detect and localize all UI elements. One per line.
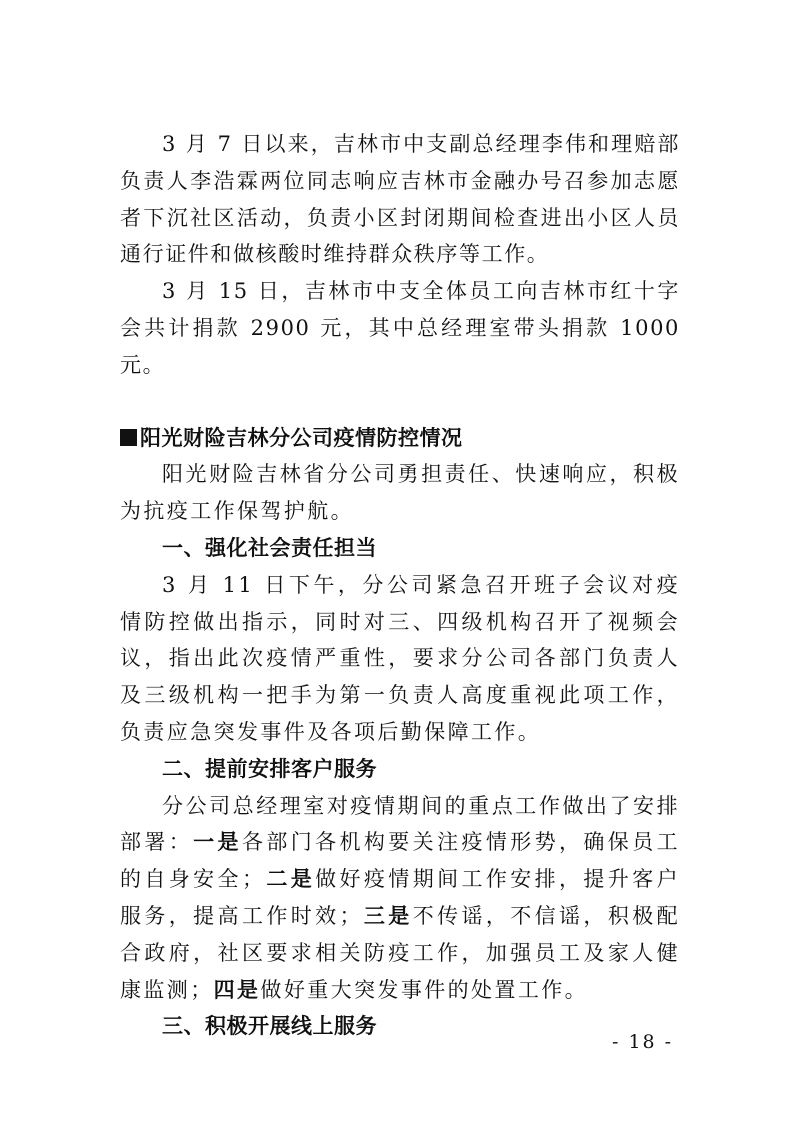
item-2-label: 二是 — [265, 867, 316, 892]
page-number: - 18 - — [612, 1031, 674, 1053]
subheading-social-responsibility: 一、强化社会责任担当 — [162, 535, 377, 560]
item-4-label: 四是 — [213, 977, 261, 1002]
section-intro: 阳光财险吉林省分公司勇担责任、快速响应，积极为抗疫工作保驾护航。 — [120, 462, 680, 524]
paragraph-social-responsibility: 3 月 11 日下午，分公司紧急召开班子会议对疫情防控做出指示，同时对三、四级机构召开了视频会议，指出此次疫情严重性，要求分公司各部门负责人及三级机构一把手为第一负责人高度重视此项工作，负责应急突发事件及各项后勤保障工作。 — [120, 572, 680, 744]
paragraph-donation: 3 月 15 日，吉林市中支全体员工向吉林市红十字会共计捐款 2900 元，其中总经理室带头捐款 1000 元。 — [120, 279, 680, 377]
item-3-text: 不传谣，不信谣，积极配合政府，社区要求相关防疫工作，加强员工及家人健康监测； — [120, 903, 681, 1002]
section-title — [120, 420, 680, 457]
item-2-text: 做好疫情期间工作安排，提升客户服务，提高工作时效； — [120, 867, 680, 928]
item-1-label: 一是 — [193, 830, 242, 855]
subheading-online-service: 三、积极开展线上服务 — [162, 1014, 377, 1039]
customer-service-lead: 分公司总经理室对疫情期间的重点工作做出了安排部署： — [120, 793, 680, 855]
black-square-bullet-icon — [120, 429, 137, 446]
section-title-text: 阳光财险吉林分公司疫情防控情况 — [140, 425, 463, 450]
paragraph-volunteer-activity: 3 月 7 日以来，吉林市中支副总经理李伟和理赔部负责人李浩霖两位同志响应吉林市金融办号召参加志愿者下沉社区活动，负责小区封闭期间检查进出小区人员通行证件和做核酸时维持群众秩序等工作。 — [120, 132, 680, 267]
item-3-label: 三是 — [362, 903, 413, 928]
document-body — [120, 126, 680, 1045]
item-4-text: 做好重大突发事件的处置工作。 — [260, 977, 589, 1002]
item-1-text: 各部门各机构要关注疫情形势，确保员工的自身安全； — [120, 830, 680, 892]
subheading-customer-service: 二、提前安排客户服务 — [162, 756, 377, 781]
paragraph-customer-service — [120, 788, 680, 1009]
